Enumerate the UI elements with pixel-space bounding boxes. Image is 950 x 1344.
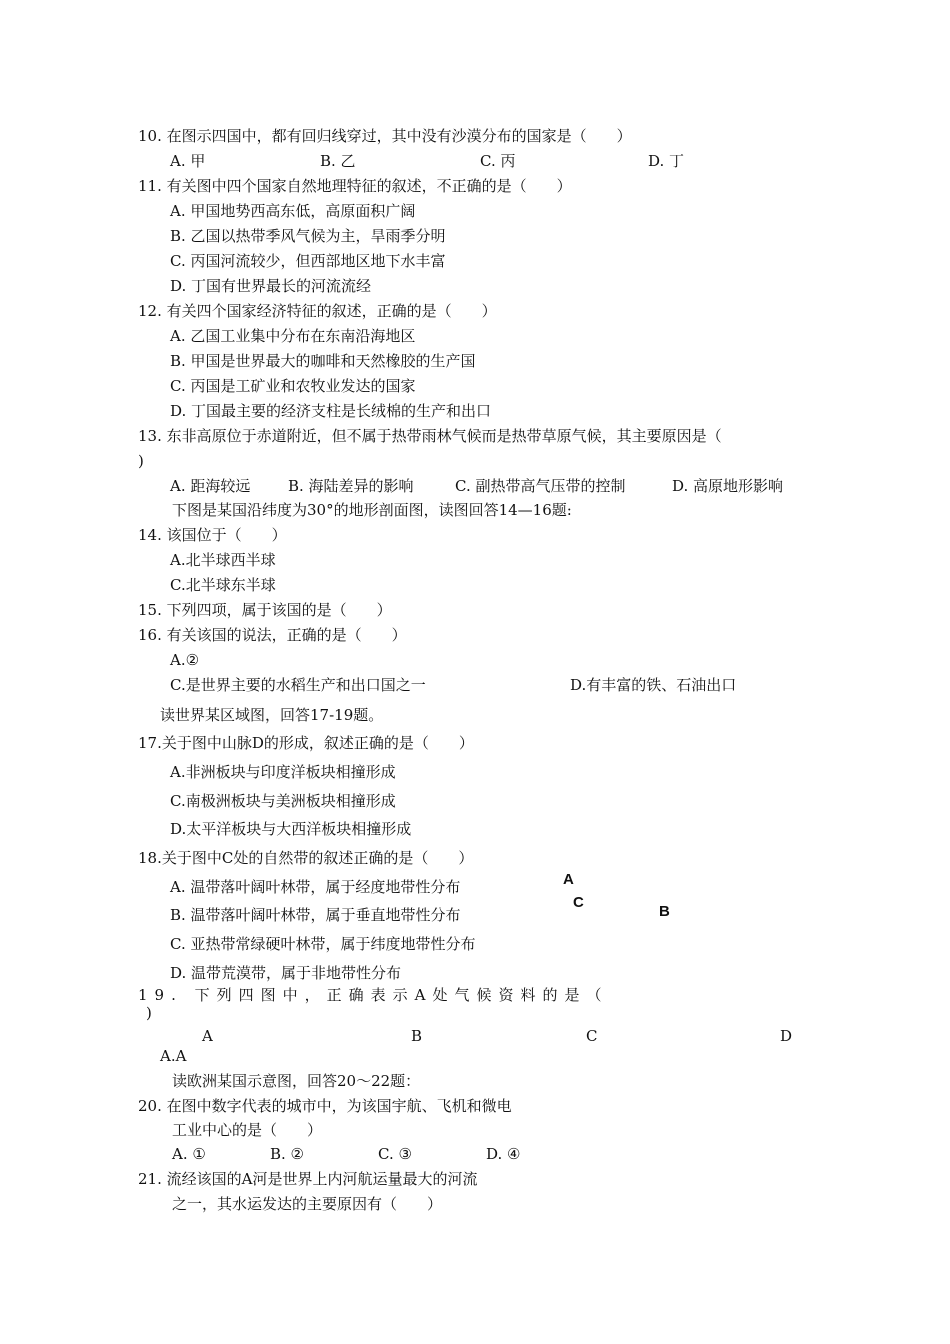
q13-option-d: D. 高原地形影响	[672, 477, 784, 495]
q11-stem: 11. 有关图中四个国家自然地理特征的叙述，不正确的是（ ）	[138, 177, 572, 195]
q18-stem: 18.关于图中C处的自然带的叙述正确的是（ ）	[138, 849, 474, 867]
map-label-a: A	[563, 871, 574, 888]
map-label-c: C	[573, 894, 584, 911]
q19-stem-cont: )	[146, 1004, 152, 1022]
q12-option-a: A. 乙国工业集中分布在东南沿海地区	[170, 327, 416, 345]
q11-option-c: C. 丙国河流较少，但西部地区地下水丰富	[170, 252, 446, 270]
q21-stem-cont: 之一，其水运发达的主要原因有（ ）	[172, 1195, 443, 1213]
q21-stem: 21. 流经该国的A河是世界上内河航运量最大的河流	[138, 1170, 478, 1188]
q18-option-d: D. 温带荒漠带，属于非地带性分布	[170, 964, 402, 982]
q13-stem-cont: )	[138, 452, 144, 470]
q13-stem: 13. 东非高原位于赤道附近，但不属于热带雨林气候而是热带草原气候，其主要原因是（	[138, 427, 722, 445]
q19-figure-b-label: B	[411, 1027, 423, 1045]
intro-17-19: 读世界某区域图，回答17-19题。	[160, 706, 384, 724]
q13-option-b: B. 海陆差异的影响	[288, 477, 414, 495]
q20-option-c: C. ③	[378, 1145, 412, 1163]
q13-option-a: A. 距海较远	[170, 477, 251, 495]
intro-20-22: 读欧洲某国示意图，回答20～22题：	[172, 1072, 421, 1090]
q20-stem: 20. 在图中数字代表的城市中，为该国宇航、飞机和微电	[138, 1097, 512, 1115]
q19-figure-a-label: A	[202, 1027, 213, 1045]
map-label-b: B	[659, 903, 670, 920]
q18-option-b: B. 温带落叶阔叶林带，属于垂直地带性分布	[170, 906, 461, 924]
q18-option-a: A. 温带落叶阔叶林带，属于经度地带性分布	[170, 878, 461, 896]
q20-option-a: A. ①	[172, 1145, 206, 1163]
q11-option-a: A. 甲国地势西高东低，高原面积广阔	[170, 202, 416, 220]
q19-figure-d-label: D	[780, 1027, 793, 1045]
q12-option-c: C. 丙国是工矿业和农牧业发达的国家	[170, 377, 416, 395]
q16-option-d: D.有丰富的铁、石油出口	[570, 676, 737, 694]
q17-option-a: A.非洲板块与印度洋板块相撞形成	[170, 763, 396, 781]
q16-stem: 16. 有关该国的说法，正确的是（ ）	[138, 626, 407, 644]
q20-option-b: B. ②	[270, 1145, 305, 1163]
q12-stem: 12. 有关四个国家经济特征的叙述，正确的是（ ）	[138, 302, 497, 320]
q19-stem: 19. 下列四图中，正确表示A处气候资料的是（	[138, 986, 609, 1004]
q18-option-c: C. 亚热带常绿硬叶林带，属于纬度地带性分布	[170, 935, 476, 953]
q17-option-c: C.南极洲板块与美洲板块相撞形成	[170, 792, 396, 810]
q10-option-d: D. 丁	[648, 152, 685, 170]
q17-stem: 17.关于图中山脉D的形成，叙述正确的是（ ）	[138, 734, 474, 752]
q13-option-c: C. 副热带高气压带的控制	[455, 477, 626, 495]
q16-option-a: A.②	[170, 651, 200, 669]
q16-option-c: C.是世界主要的水稻生产和出口国之一	[170, 676, 426, 694]
q10-stem: 10. 在图示四国中，都有回归线穿过，其中没有沙漠分布的国家是（ ）	[138, 127, 632, 145]
q15-stem: 15. 下列四项，属于该国的是（ ）	[138, 601, 392, 619]
q19-option-a: A.A	[160, 1047, 187, 1065]
q20-option-d: D. ④	[486, 1145, 521, 1163]
q14-option-a: A.北半球西半球	[170, 551, 276, 569]
q17-option-d: D.太平洋板块与大西洋板块相撞形成	[170, 820, 412, 838]
q20-stem-cont: 工业中心的是（ ）	[172, 1121, 323, 1139]
q12-option-b: B. 甲国是世界最大的咖啡和天然橡胶的生产国	[170, 352, 476, 370]
q12-option-d: D. 丁国最主要的经济支柱是长绒棉的生产和出口	[170, 402, 492, 420]
q10-option-b: B. 乙	[320, 152, 356, 170]
q11-option-b: B. 乙国以热带季风气候为主，旱雨季分明	[170, 227, 446, 245]
q19-figure-c-label: C	[586, 1027, 598, 1045]
q10-option-c: C. 丙	[480, 152, 516, 170]
q10-option-a: A. 甲	[170, 152, 206, 170]
intro-14-16: 下图是某国沿纬度为30°的地形剖面图，读图回答14—16题:	[172, 501, 572, 519]
q14-option-c: C.北半球东半球	[170, 576, 276, 594]
q14-stem: 14. 该国位于（ ）	[138, 526, 287, 544]
q11-option-d: D. 丁国有世界最长的河流流经	[170, 277, 372, 295]
